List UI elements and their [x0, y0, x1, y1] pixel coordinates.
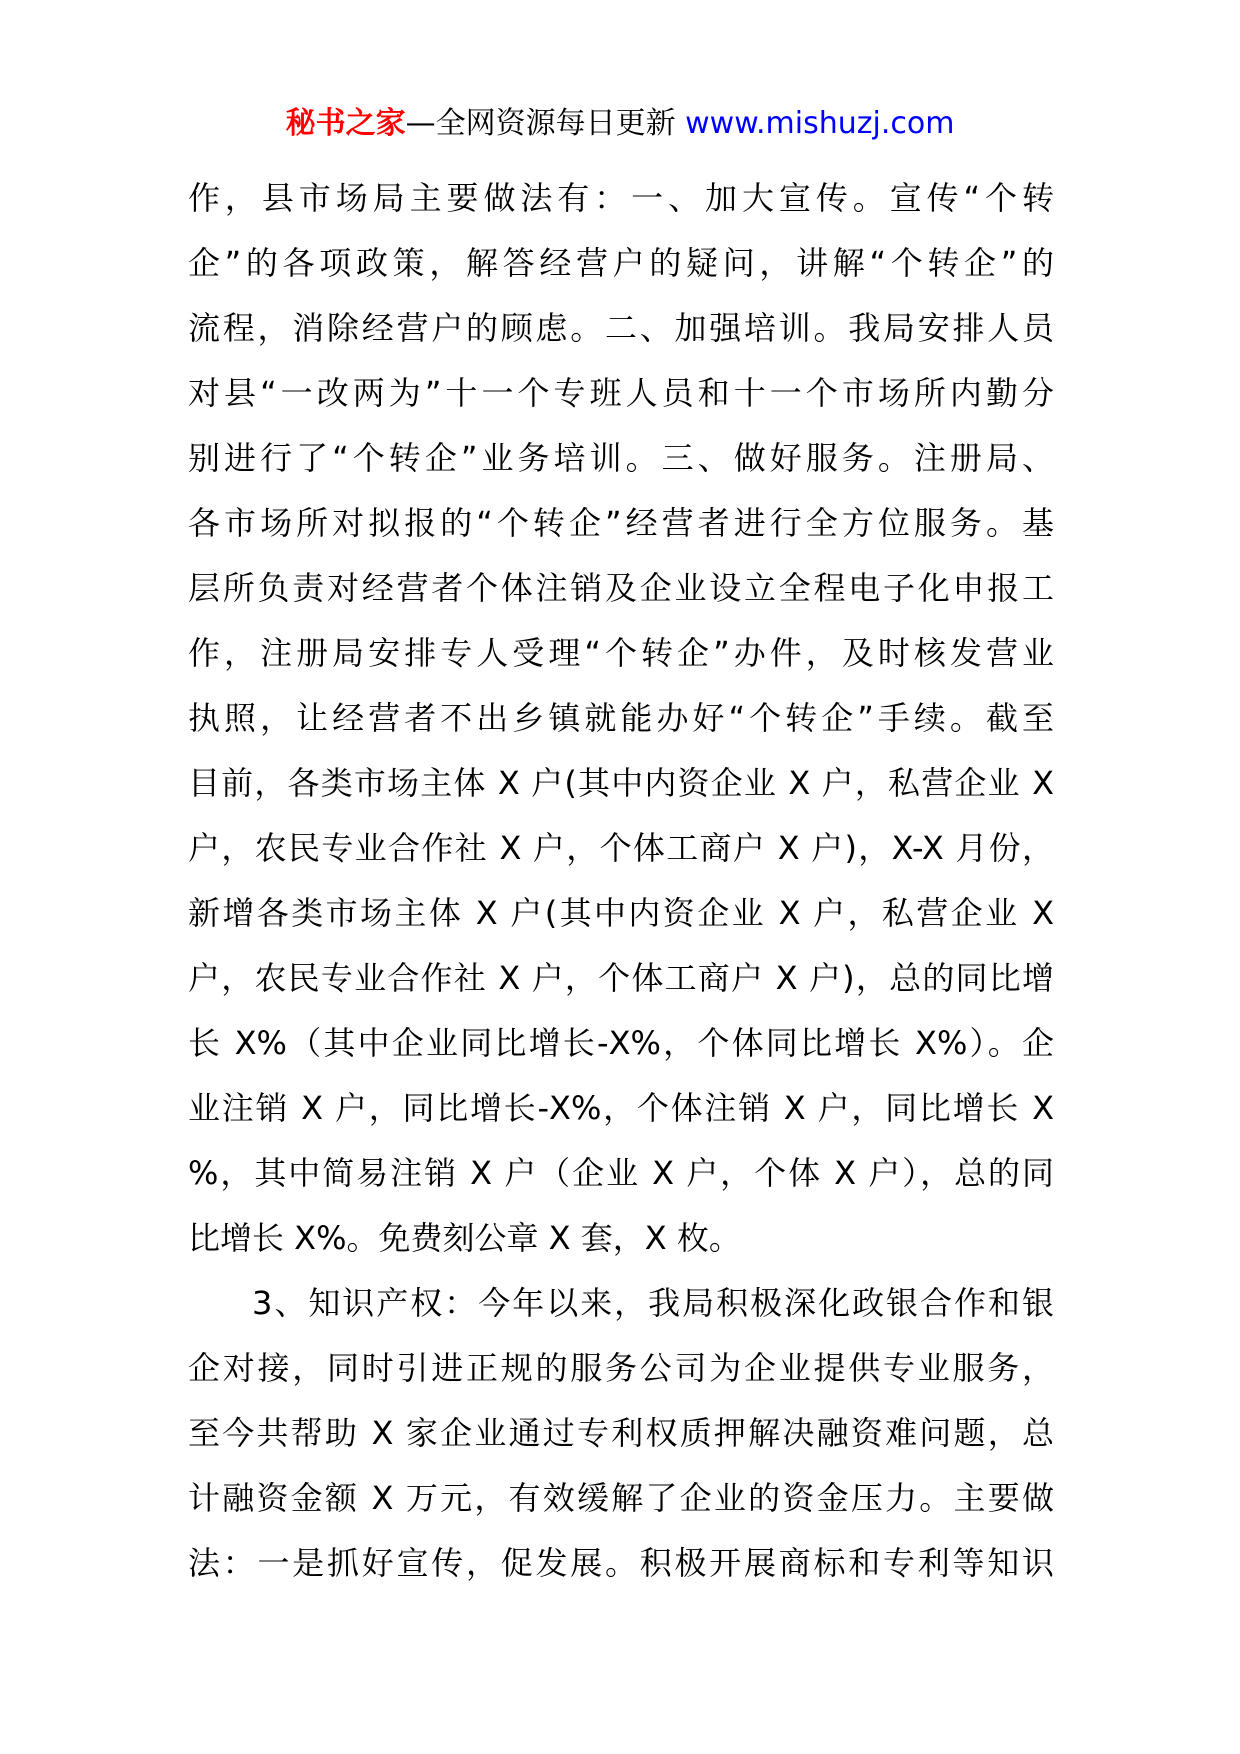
- text-line: 流程，消除经营户的顾虑。二、加强培训。我局安排人员: [188, 309, 1054, 347]
- header-brand: 秘书之家: [285, 106, 406, 141]
- text-line: %，其中简易注销 X 户（企业 X 户，个体 X 户），总的同: [188, 1154, 1054, 1192]
- text-line: 作，注册局安排专人受理“个转企”办件，及时核发营业: [188, 634, 1054, 672]
- text-line: 目前，各类市场主体 X 户(其中内资企业 X 户，私营企业 X: [188, 764, 1054, 802]
- text-line: 各市场所对拟报的“个转企”经营者进行全方位服务。基: [188, 504, 1054, 542]
- header-site-url[interactable]: www.mishuzj.com: [685, 106, 955, 141]
- text-line: 户，农民专业合作社 X 户，个体工商户 X 户)，总的同比增: [188, 959, 1054, 997]
- text-line: 长 X%（其中企业同比增长-X%，个体同比增长 X%）。企: [188, 1024, 1054, 1062]
- text-line: 业注销 X 户，同比增长-X%，个体注销 X 户，同比增长 X: [188, 1089, 1054, 1127]
- text-line: 对县“一改两为”十一个专班人员和十一个市场所内勤分: [188, 374, 1054, 412]
- text-line: 计融资金额 X 万元，有效缓解了企业的资金压力。主要做: [188, 1479, 1054, 1517]
- header-tagline: —全网资源每日更新: [405, 106, 676, 141]
- text-line: 别进行了“个转企”业务培训。三、做好服务。注册局、: [188, 439, 1054, 477]
- text-line: 执照，让经营者不出乡镇就能办好“个转企”手续。截至: [188, 699, 1054, 737]
- paragraph-end-line: 比增长 X%。免费刻公章 X 套，X 枚。: [188, 1219, 741, 1257]
- text-line: 法：一是抓好宣传，促发展。积极开展商标和专利等知识: [188, 1544, 1054, 1582]
- paragraph-start-line: 3、知识产权：今年以来，我局积极深化政银合作和银: [252, 1284, 1054, 1322]
- document-body: [188, 166, 1054, 1596]
- text-line: 户，农民专业合作社 X 户，个体工商户 X 户)，X-X 月份，: [188, 829, 1054, 867]
- text-line: 作，县市场局主要做法有：一、加大宣传。宣传“个转: [188, 179, 1054, 217]
- text-line: 至今共帮助 X 家企业通过专利权质押解决融资难问题，总: [188, 1414, 1054, 1452]
- text-line: 新增各类市场主体 X 户(其中内资企业 X 户，私营企业 X: [188, 894, 1054, 932]
- text-line: 层所负责对经营者个体注销及企业设立全程电子化申报工: [188, 569, 1054, 607]
- text-line: 企”的各项政策，解答经营户的疑问，讲解“个转企”的: [188, 244, 1054, 282]
- watermark-header: [0, 102, 1240, 146]
- text-line: 企对接，同时引进正规的服务公司为企业提供专业服务，: [188, 1349, 1054, 1387]
